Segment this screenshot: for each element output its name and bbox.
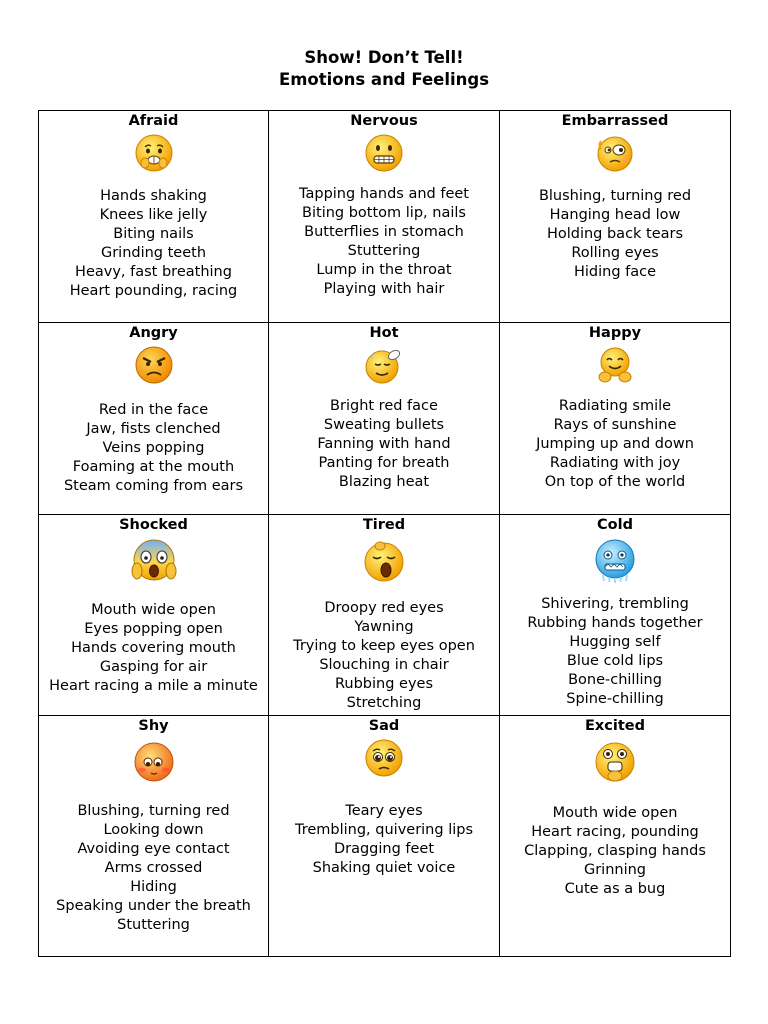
list-item: Tapping hands and feet	[299, 186, 469, 202]
afraid-emoji-icon	[134, 133, 174, 173]
list-item: Stuttering	[347, 243, 421, 259]
emotions-grid	[38, 110, 731, 957]
excited-emoji-icon	[591, 738, 639, 786]
nervous-emoji-icon	[364, 133, 404, 173]
list-item: Hands shaking	[100, 188, 207, 204]
list-item: Jaw, fists clenched	[86, 421, 221, 437]
document-title	[0, 47, 768, 91]
list-item: Mouth wide open	[91, 602, 216, 618]
list-item: Sweating bullets	[323, 417, 445, 433]
description-list	[500, 187, 730, 282]
happy-emoji-icon	[595, 345, 635, 385]
list-item: Stuttering	[117, 917, 190, 933]
list-item: Trying to keep eyes open	[293, 638, 475, 654]
list-item: Speaking under the breath	[56, 898, 251, 914]
list-item: Playing with hair	[323, 281, 445, 297]
list-item: Mouth wide open	[552, 805, 678, 821]
list-item: Steam coming from ears	[63, 478, 244, 494]
list-item: Rubbing hands together	[527, 615, 703, 631]
description-list	[39, 187, 268, 301]
list-item: Eyes popping open	[84, 621, 223, 637]
list-item: Panting for breath	[318, 455, 450, 471]
emotion-cell-hot	[269, 323, 500, 515]
list-item: Clapping, clasping hands	[524, 843, 706, 859]
emotion-cell-tired	[269, 515, 500, 716]
grid-row	[39, 515, 731, 716]
list-item: Rolling eyes	[571, 245, 659, 261]
list-item: Biting bottom lip, nails	[302, 205, 466, 221]
description-list	[269, 185, 499, 299]
list-item: Hanging head low	[549, 207, 681, 223]
list-item: Arms crossed	[104, 860, 203, 876]
list-item: Spine-chilling	[566, 691, 664, 707]
list-item: Grinding teeth	[100, 245, 207, 261]
list-item: Jumping up and down	[536, 436, 694, 452]
list-item: Blushing, turning red	[77, 803, 230, 819]
list-item: Knees like jelly	[99, 207, 208, 223]
list-item: Dragging feet	[333, 841, 435, 857]
emotion-cell-sad	[269, 716, 500, 957]
emotion-cell-embarrassed	[500, 111, 731, 323]
list-item: Looking down	[103, 822, 204, 838]
list-item: Blue cold lips	[566, 653, 664, 669]
hot-emoji-icon	[364, 345, 404, 385]
grid-row	[39, 323, 731, 515]
angry-emoji-icon	[134, 345, 174, 385]
list-item: Teary eyes	[345, 803, 423, 819]
list-item: Grinning	[583, 862, 647, 878]
emotion-cell-shy	[39, 716, 269, 957]
list-item: Butterflies in stomach	[304, 224, 464, 240]
title-line-1: Show! Don’t Tell!	[304, 48, 464, 67]
list-item: Blazing heat	[338, 474, 430, 490]
emotion-name: Sad	[368, 718, 400, 734]
list-item: Hiding	[130, 879, 177, 895]
embarrassed-emoji-icon	[595, 133, 635, 173]
emotion-cell-afraid	[39, 111, 269, 323]
list-item: Radiating with joy	[549, 455, 681, 471]
title-line-2: Emotions and Feelings	[278, 70, 490, 89]
emotion-name: Shocked	[119, 517, 188, 533]
list-item: Shivering, trembling	[541, 596, 689, 612]
cold-emoji-icon	[591, 537, 639, 585]
list-item: Hiding face	[573, 264, 657, 280]
emotion-name: Hot	[369, 325, 399, 341]
description-list	[500, 595, 730, 709]
description-list	[269, 802, 499, 878]
emotion-name: Cold	[597, 517, 633, 533]
grid-row	[39, 111, 731, 323]
emotion-cell-cold	[500, 515, 731, 716]
list-item: Trembling, quivering lips	[294, 822, 474, 838]
description-list	[39, 601, 268, 696]
description-list	[269, 397, 499, 492]
list-item: Foaming at the mouth	[72, 459, 235, 475]
list-item: Rays of sunshine	[553, 417, 677, 433]
list-item: Avoiding eye contact	[77, 841, 230, 857]
list-item: Yawning	[354, 619, 414, 635]
list-item: Bright red face	[330, 398, 438, 414]
description-list	[39, 802, 268, 935]
list-item: Hands covering mouth	[71, 640, 236, 656]
emotion-cell-angry	[39, 323, 269, 515]
shy-emoji-icon	[130, 738, 178, 786]
list-item: Heart racing, pounding	[531, 824, 699, 840]
emotion-name: Excited	[585, 718, 645, 734]
list-item: Heavy, fast breathing	[75, 264, 232, 280]
list-item: Heart pounding, racing	[69, 283, 238, 299]
list-item: Blushing, turning red	[538, 188, 692, 204]
emotion-name: Angry	[129, 325, 178, 341]
list-item: Fanning with hand	[317, 436, 451, 452]
emotion-name: Tired	[362, 517, 406, 533]
list-item: Hugging self	[569, 634, 661, 650]
emotion-name: Nervous	[350, 113, 418, 129]
list-item: Red in the face	[98, 402, 209, 418]
description-list	[39, 401, 268, 496]
list-item: Stretching	[346, 695, 422, 711]
description-list	[269, 599, 499, 713]
emotion-cell-happy	[500, 323, 731, 515]
list-item: Droopy red eyes	[324, 600, 444, 616]
list-item: Cute as a bug	[564, 881, 666, 897]
emotion-name: Shy	[138, 718, 169, 734]
emotion-name: Afraid	[128, 113, 179, 129]
shocked-emoji-icon	[130, 537, 178, 585]
emotion-cell-nervous	[269, 111, 500, 323]
sad-emoji-icon	[364, 738, 404, 778]
grid-row	[39, 716, 731, 957]
list-item: Veins popping	[102, 440, 205, 456]
list-item: Lump in the throat	[316, 262, 452, 278]
description-list	[500, 397, 730, 492]
emotion-name: Embarrassed	[561, 113, 669, 129]
list-item: Holding back tears	[546, 226, 684, 242]
list-item: Gasping for air	[99, 659, 208, 675]
emotion-name: Happy	[588, 325, 642, 341]
list-item: Rubbing eyes	[334, 676, 434, 692]
tired-emoji-icon	[360, 537, 408, 585]
list-item: On top of the world	[544, 474, 686, 490]
list-item: Radiating smile	[558, 398, 672, 414]
list-item: Shaking quiet voice	[312, 860, 456, 876]
list-item: Bone-chilling	[568, 672, 662, 688]
list-item: Biting nails	[113, 226, 194, 242]
emotion-cell-shocked	[39, 515, 269, 716]
list-item: Heart racing a mile a minute	[49, 678, 258, 694]
description-list	[500, 804, 730, 899]
list-item: Slouching in chair	[319, 657, 449, 673]
emotion-cell-excited	[500, 716, 731, 957]
